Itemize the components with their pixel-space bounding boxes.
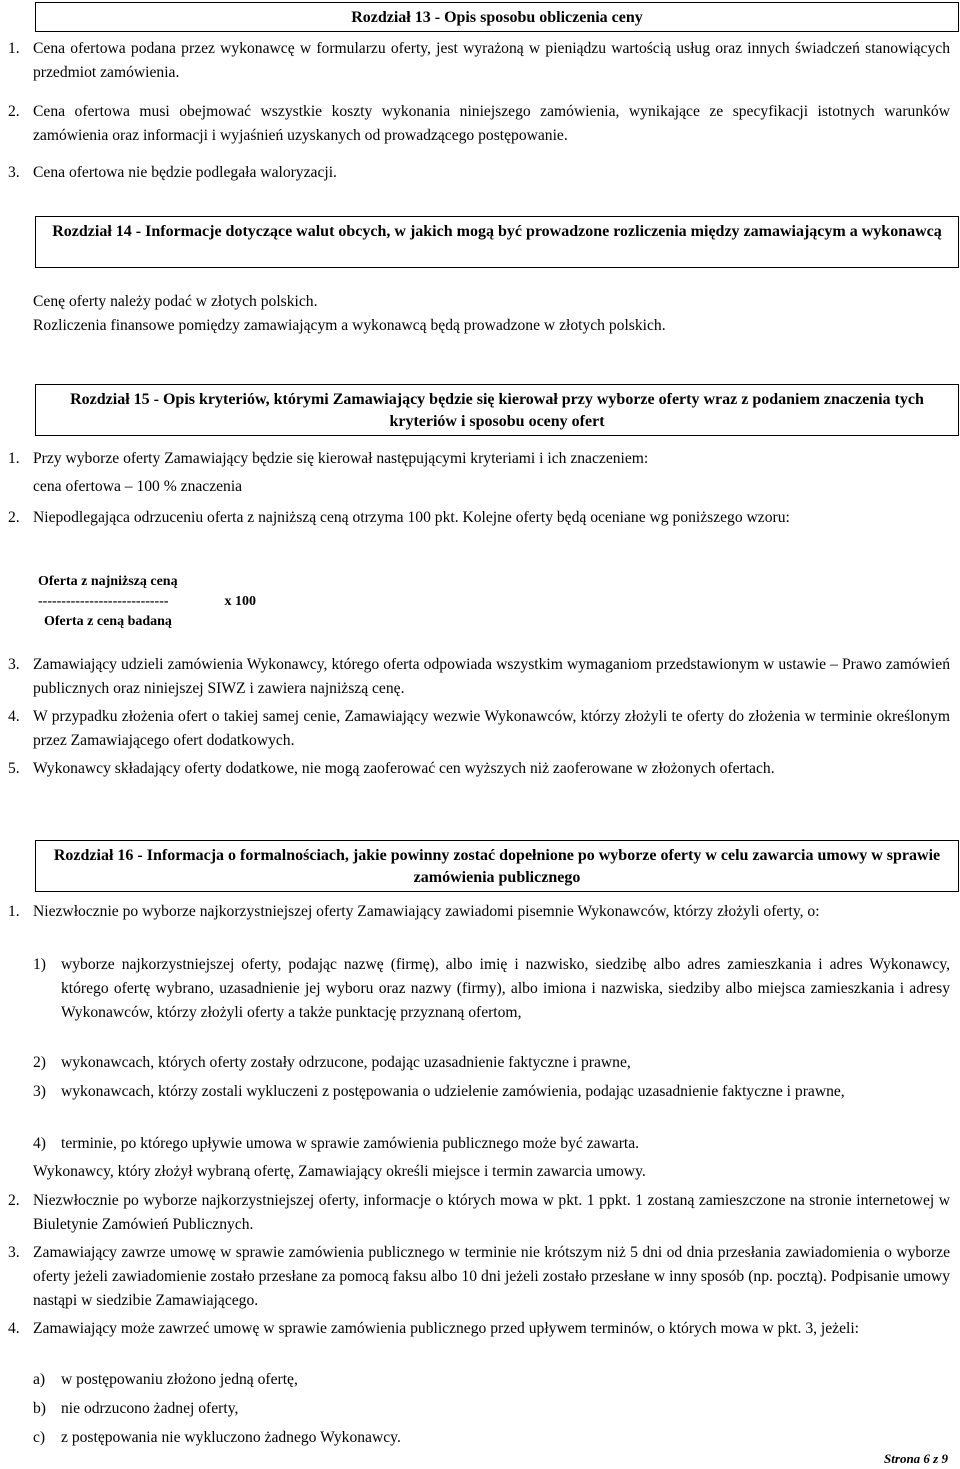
item-number: 1. — [8, 40, 20, 57]
subitem-text: terminie, po którego upływie umowa w sprawie zamówienia publicznego może być zawarta. — [61, 1135, 640, 1152]
subitem-text: w postępowaniu złożono jedną ofertę, — [61, 1371, 298, 1388]
section-13-heading — [35, 2, 959, 32]
section-16-subitem-1 — [0, 953, 960, 1025]
section-16-note — [0, 1160, 960, 1184]
item-number: 4. — [8, 708, 20, 725]
subitem-number: 4) — [33, 1135, 46, 1152]
section-15-item-3 — [0, 653, 960, 701]
section-16-title: Rozdział 16 - Informacja o formalnościach, jakie powinny zostać dopełnione po wyborze oferty w celu zawarcia umowy w sprawie zamówienia publicznego — [53, 847, 941, 886]
item-number: 2. — [8, 103, 20, 120]
section-16-subitem-a — [0, 1368, 960, 1392]
section-16-subitem-b — [0, 1397, 960, 1421]
formula-denominator: Oferta z ceną badaną — [44, 614, 172, 629]
section-16-item-2 — [0, 1189, 960, 1237]
item-number: 2. — [8, 509, 20, 526]
section-13-title: Rozdział 13 - Opis sposobu obliczenia ceny — [351, 9, 643, 26]
section-16-subitem-2 — [0, 1051, 960, 1075]
item-text: Zamawiający może zawrzeć umowę w sprawie zamówienia publicznego przed upływem terminów, o których mowa w pkt. 3, jeżeli: — [33, 1320, 860, 1337]
scoring-formula — [38, 572, 256, 632]
item-number: 1. — [8, 903, 20, 920]
subitem-text: nie odrzucono żadnej oferty, — [61, 1400, 239, 1417]
item-text: Cena ofertowa musi obejmować wszystkie koszty wykonania niniejszego zamówienia, wynikające ze specyfikacji istotnych warunków zamówienia oraz informacji i wyjaśnień uzyskanych od prowadzącego postępowanie. — [33, 103, 950, 144]
subitem-text: z postępowania nie wykluczono żadnego Wykonawcy. — [61, 1429, 401, 1446]
section-15-criterion — [0, 475, 960, 499]
section-16-subitem-3 — [0, 1080, 960, 1104]
criterion-text: cena ofertowa – 100 % znaczenia — [33, 478, 243, 495]
subitem-number: a) — [33, 1371, 46, 1388]
item-text: Zamawiający udzieli zamówienia Wykonawcy, którego oferta odpowiada wszystkim wymaganiom przedstawionym w ustawie – Prawo zamówień publicznych oraz niniejszej SIWZ i zawiera najniższą cenę. — [33, 656, 950, 697]
item-text: Cena ofertowa podana przez wykonawcę w formularzu oferty, jest wyrażoną w pieniądzu wartością usług oraz innych świadczeń stanowiących przedmiot zamówienia. — [33, 40, 950, 81]
subitem-number: b) — [33, 1400, 46, 1417]
item-number: 3. — [8, 164, 20, 181]
formula-fraction-line: ---------------------------- — [38, 594, 169, 609]
section-15-item-4 — [0, 705, 960, 753]
item-text: Niepodlegająca odrzuceniu oferta z najniższą ceną otrzyma 100 pkt. Kolejne oferty będą oceniane wg poniższego wzoru: — [33, 509, 790, 526]
section-16-item-4 — [0, 1317, 960, 1341]
subitem-number: 2) — [33, 1054, 46, 1071]
formula-numerator: Oferta z najniższą ceną — [38, 574, 178, 589]
formula-multiplier: x 100 — [224, 594, 257, 609]
section-14-heading — [35, 216, 959, 268]
subitem-number: 1) — [33, 956, 46, 973]
item-number: 2. — [8, 1192, 20, 1209]
section-15-item-2 — [0, 506, 960, 530]
section-14-body — [0, 290, 960, 338]
item-number: 3. — [8, 656, 20, 673]
section-13-item-3 — [0, 161, 960, 185]
section-14-line-2: Rozliczenia finansowe pomiędzy zamawiającym a wykonawcą będą prowadzone w złotych polskich. — [33, 317, 666, 334]
item-number: 5. — [8, 760, 20, 777]
item-text: Cena ofertowa nie będzie podlegała waloryzacji. — [33, 164, 337, 181]
item-text: W przypadku złożenia ofert o takiej samej cenie, Zamawiający wezwie Wykonawców, którzy złożyli te oferty do złożenia w terminie określonym przez Zamawiającego ofert dodatkowych. — [33, 708, 950, 749]
note-text: Wykonawcy, który złożył wybraną ofertę, Zamawiający określi miejsce i termin zawarcia umowy. — [33, 1163, 646, 1180]
item-text: Przy wyborze oferty Zamawiający będzie się kierował następującymi kryteriami i ich znaczeniem: — [33, 450, 649, 467]
section-15-title: Rozdział 15 - Opis kryteriów, którymi Zamawiający będzie się kierował przy wyborze oferty wraz z podaniem znaczenia tych kryteriów i sposobu oceny ofert — [70, 391, 924, 430]
subitem-number: c) — [33, 1429, 46, 1446]
item-text: Niezwłocznie po wyborze najkorzystniejszej oferty, informacje o których mowa w pkt. 1 ppkt. 1 zostaną zamieszczone na stronie internetowej w Biuletynie Zamówień Publicznych. — [33, 1192, 950, 1233]
subitem-text: wyborze najkorzystniejszej oferty, podając nazwę (firmę), albo imię i nazwisko, siedzibę albo adres zamieszkania i adres Wykonawcy, którego ofertę wybrano, uzasadnienie jej wyboru oraz nazwy (firmy), albo imiona i nazwiska, siedziby albo miejsca zamieszkania i adresy Wykonawców, którzy złożyli oferty a także punktację przyznaną ofertom, — [61, 956, 950, 1021]
item-text: Niezwłocznie po wyborze najkorzystniejszej oferty Zamawiający zawiadomi pisemnie Wykonawców, którzy złożyli oferty, o: — [33, 903, 820, 920]
item-number: 1. — [8, 450, 20, 467]
section-16-heading — [35, 840, 959, 892]
section-16-item-3 — [0, 1241, 960, 1313]
section-16-item-1 — [0, 900, 960, 924]
section-16-subitem-c — [0, 1426, 960, 1450]
section-13-item-2 — [0, 100, 960, 148]
subitem-number: 3) — [33, 1083, 46, 1100]
page-number: Strona 6 z 9 — [884, 1451, 948, 1466]
item-text: Wykonawcy składający oferty dodatkowe, nie mogą zaoferować cen wyższych niż zaoferowane w złożonych ofertach. — [33, 760, 775, 777]
item-number: 3. — [8, 1244, 20, 1261]
item-text: Zamawiający zawrze umowę w sprawie zamówienia publicznego w terminie nie krótszym niż 5 dni od dnia przesłania zawiadomienia o wyborze oferty jeżeli zawiadomienie zostało przesłane za pomocą faksu albo 10 dni jeżeli zostało przesłane w inny sposób (np. pocztą). Podpisanie umowy nastąpi w siedzibie Zamawiającego. — [33, 1244, 950, 1309]
item-number: 4. — [8, 1320, 20, 1337]
section-15-heading — [35, 384, 959, 436]
section-14-line-1: Cenę oferty należy podać w złotych polskich. — [33, 293, 318, 310]
section-16-subitem-4 — [0, 1132, 960, 1156]
subitem-text: wykonawcach, którzy zostali wykluczeni z postępowania o udzielenie zamówienia, podając uzasadnienie faktyczne i prawne, — [61, 1083, 845, 1100]
subitem-text: wykonawcach, których oferty zostały odrzucone, podając uzasadnienie faktyczne i prawne, — [61, 1054, 631, 1071]
section-15-item-5 — [0, 757, 960, 781]
section-15-item-1 — [0, 447, 960, 471]
section-13-item-1 — [0, 37, 960, 85]
section-14-title: Rozdział 14 - Informacje dotyczące walut obcych, w jakich mogą być prowadzone rozliczenia między zamawiającym a wykonawcą — [52, 223, 942, 240]
